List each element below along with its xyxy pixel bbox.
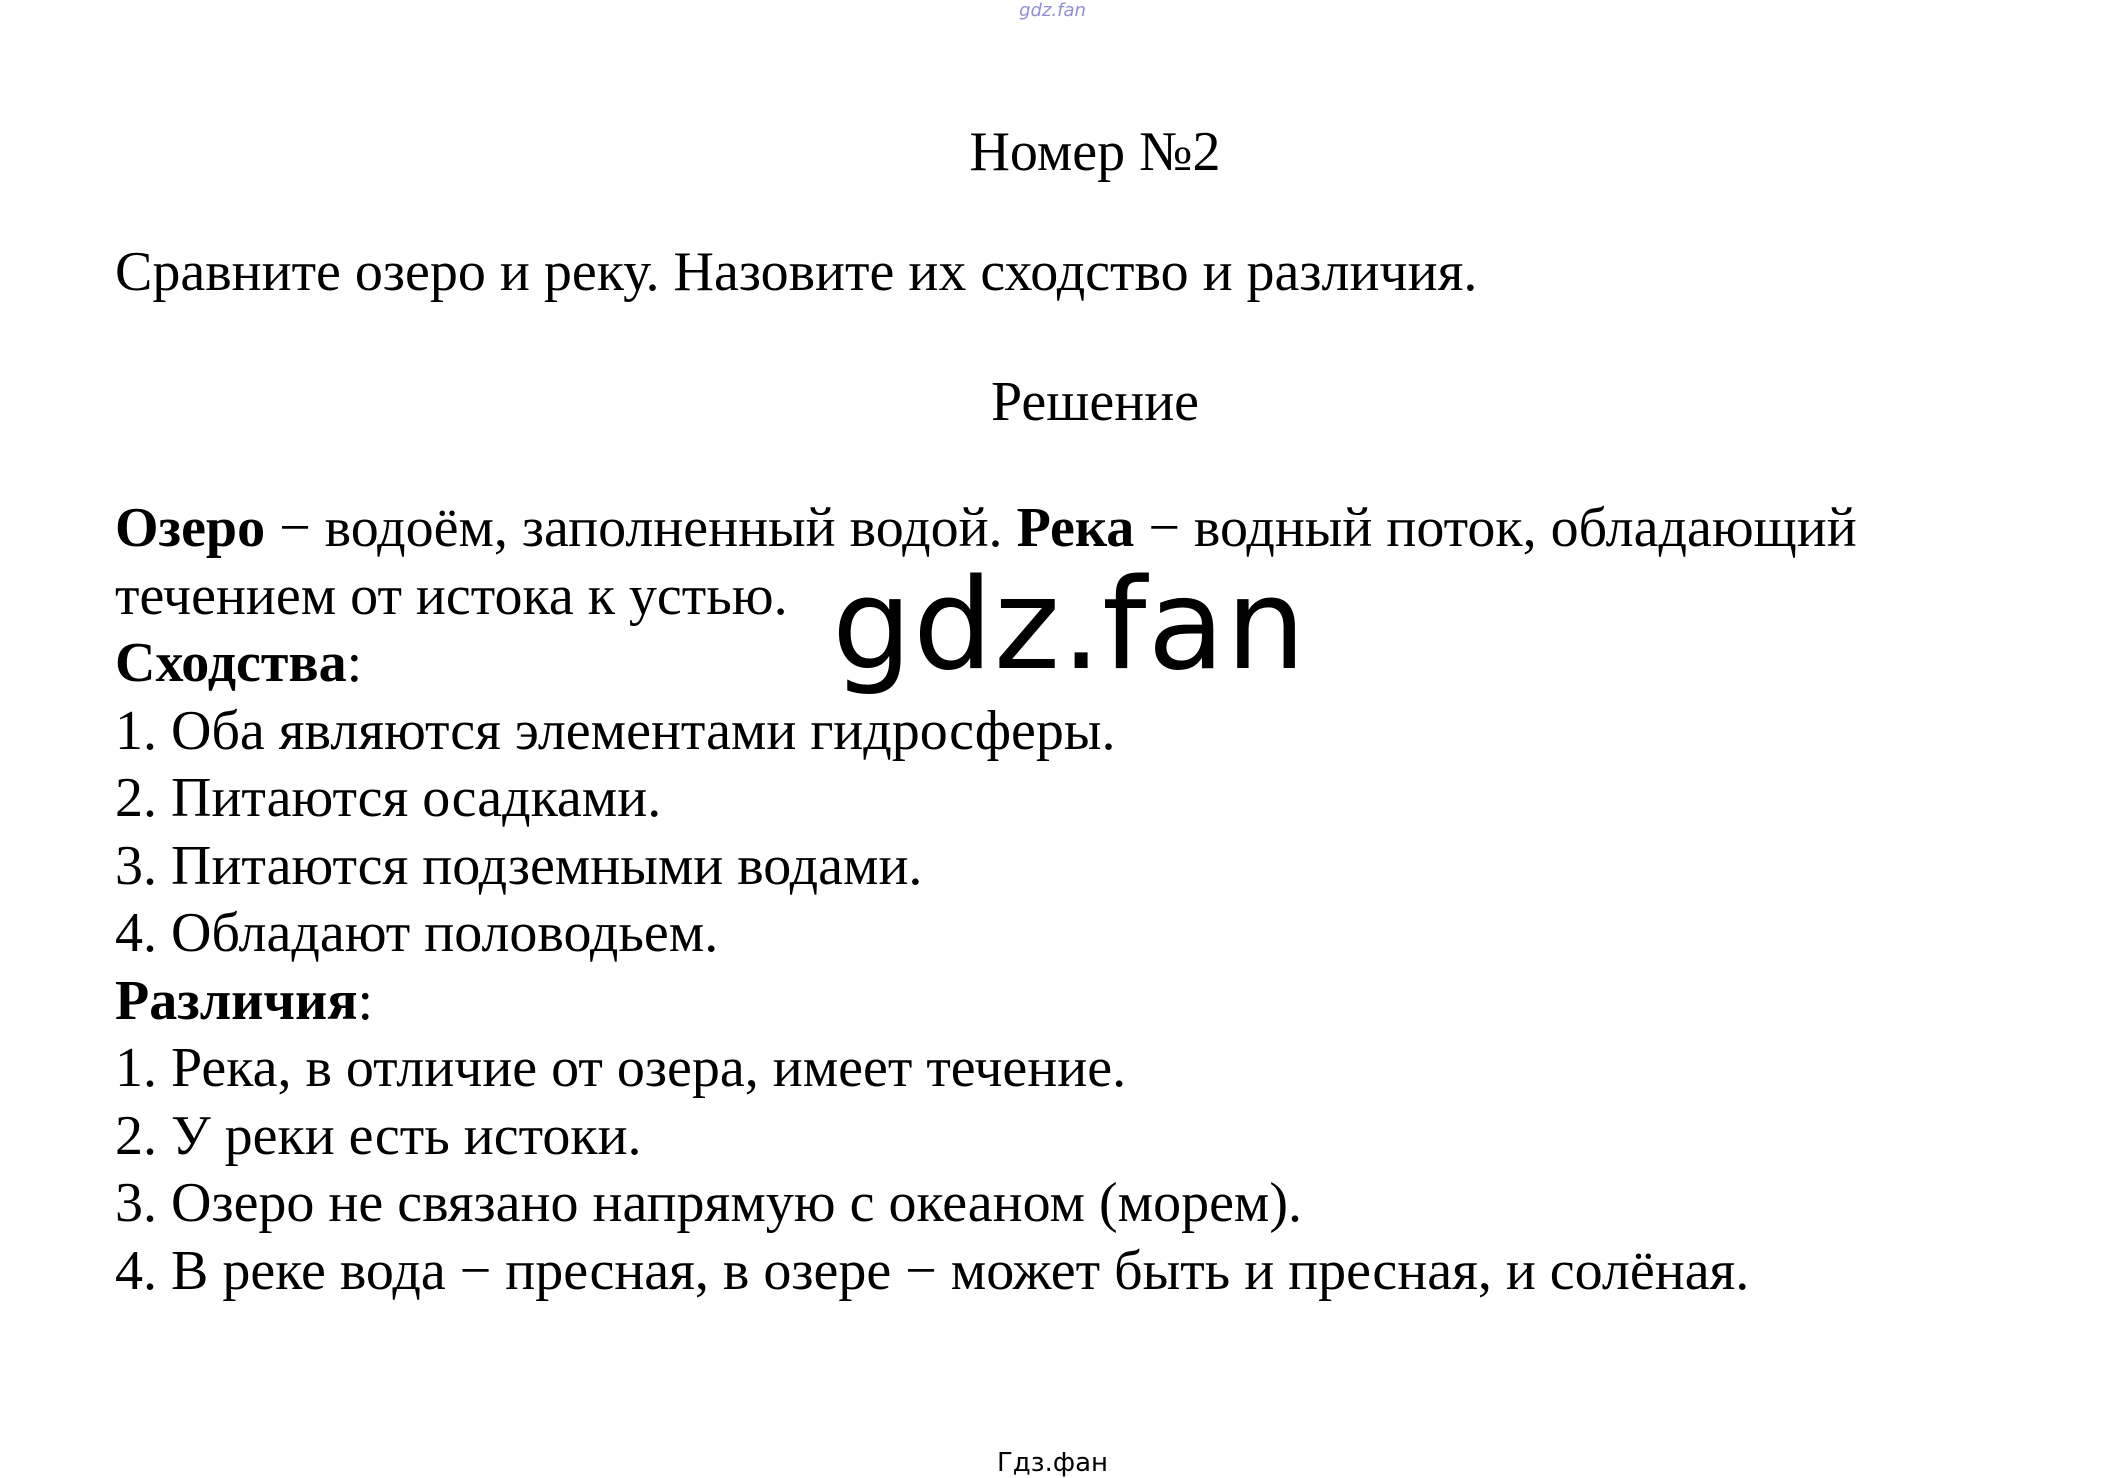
river-term: Река (1016, 497, 1135, 559)
task-number: Номер №2 (969, 121, 1221, 183)
footer-text: Гдз.фан (996, 1448, 1109, 1478)
differences-heading-line (115, 968, 2015, 1036)
top-watermark: gdz.fan (1019, 0, 1086, 21)
lake-term: Озеро (115, 497, 266, 559)
similarity-item: 1. Оба являются элементами гидросферы. (115, 699, 1116, 762)
differences-colon: : (357, 969, 374, 1032)
lake-definition: − водоём, заполненный водой. (265, 497, 1017, 559)
difference-item: 4. В реке вода − пресная, в озере − может быть и пресная, и солёная. (115, 1239, 1750, 1302)
similarity-item: 3. Питаются подземными водами. (115, 834, 923, 897)
big-watermark: gdz.fan (832, 551, 1307, 698)
river-definition: − водный поток, обладающий (1134, 497, 1857, 559)
definition-continuation: течением от истока к устью. (115, 564, 788, 627)
difference-item: 3. Озеро не связано напрямую с океаном (морем). (115, 1172, 1303, 1234)
difference-item: 1. Река, в отличие от озера, имеет течение. (115, 1037, 1127, 1099)
differences-heading: Различия (115, 969, 358, 1032)
similarity-item: 4. Обладают половодьем. (115, 902, 719, 964)
similarity-item: 2. Питаются осадками. (115, 767, 662, 829)
solution-title: Решение (990, 371, 1200, 433)
difference-item: 2. У реки есть истоки. (115, 1104, 642, 1167)
similarities-colon: : (346, 632, 363, 694)
similarities-heading: Сходства (115, 632, 347, 694)
task-text: Сравните озеро и реку. Назовите их сходство и различия. (115, 241, 1478, 303)
